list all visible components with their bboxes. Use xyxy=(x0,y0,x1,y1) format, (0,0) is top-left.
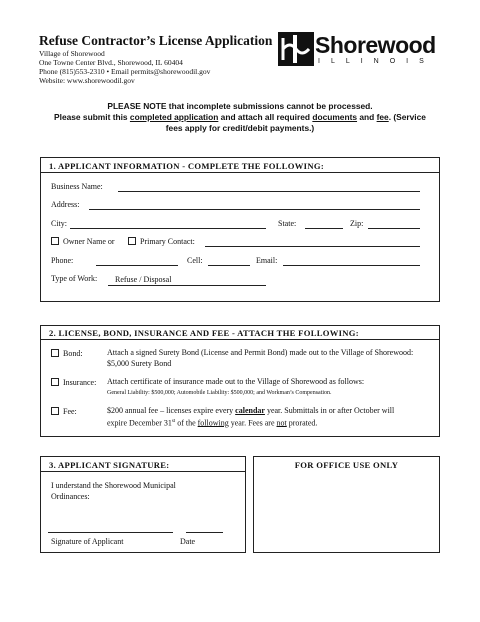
cell-field[interactable] xyxy=(208,265,250,266)
signature-label: Signature of Applicant xyxy=(51,537,124,546)
section-divider xyxy=(40,471,246,472)
primary-contact-option[interactable]: Primary Contact: xyxy=(128,237,195,246)
address-field[interactable] xyxy=(89,209,420,210)
cell-label: Cell: xyxy=(187,256,203,265)
zip-label: Zip: xyxy=(350,219,364,228)
address-label: Address: xyxy=(51,200,80,209)
bond-item[interactable]: Bond: xyxy=(51,349,83,358)
fee-text: $200 annual fee – licenses expire every calendar year. Submittals in or after October will expire December 31st of the following year. Fees are not prorated. xyxy=(107,406,395,428)
insurance-checkbox[interactable] xyxy=(51,378,59,386)
office-use-section xyxy=(253,456,440,553)
owner-checkbox[interactable] xyxy=(51,237,59,245)
address-line-2: One Towne Center Blvd., Shorewood, IL 60404 xyxy=(39,58,183,67)
address-line-1: Village of Shorewood xyxy=(39,49,105,58)
state-field[interactable] xyxy=(305,228,343,229)
ordinance-statement: I understand the Shorewood Municipal Ordinances: xyxy=(51,481,176,501)
signature-field[interactable] xyxy=(48,532,173,533)
primary-contact-checkbox[interactable] xyxy=(128,237,136,245)
section2-heading: 2. LICENSE, BOND, INSURANCE AND FEE - ATTACH THE FOLLOWING: xyxy=(49,328,359,338)
applicant-info-section xyxy=(40,157,440,302)
section1-heading: 1. APPLICANT INFORMATION - COMPLETE THE FOLLOWING: xyxy=(49,161,324,171)
date-label: Date xyxy=(180,537,196,546)
type-of-work-field[interactable] xyxy=(108,285,266,286)
shorewood-logo-icon xyxy=(278,32,314,66)
contact-name-field[interactable] xyxy=(205,246,420,247)
email-field[interactable] xyxy=(283,265,420,266)
business-name-label: Business Name: xyxy=(51,182,103,191)
bond-checkbox[interactable] xyxy=(51,349,59,357)
office-use-heading: FOR OFFICE USE ONLY xyxy=(294,460,399,470)
insurance-item[interactable]: Insurance: xyxy=(51,378,96,387)
date-field[interactable] xyxy=(186,532,223,533)
fee-checkbox[interactable] xyxy=(51,407,59,415)
logo-wordmark: Shorewood xyxy=(315,32,436,58)
type-of-work-value: Refuse / Disposal xyxy=(115,275,172,284)
fee-item[interactable]: Fee: xyxy=(51,407,77,416)
phone-field[interactable] xyxy=(96,265,178,266)
logo-state: ILLINOIS xyxy=(318,58,435,65)
section-divider xyxy=(40,172,440,173)
business-name-field[interactable] xyxy=(118,191,420,192)
notice-line-2: Please submit this completed application and attach all required documents and fee. (Service xyxy=(54,112,426,122)
state-label: State: xyxy=(278,219,297,228)
insurance-text: Attach certificate of insurance made out to the Village of Shorewood as follows: General Liability: $500,000; Automobile Liability: $500,000; and Workman’s Compensation. xyxy=(107,377,365,396)
zip-field[interactable] xyxy=(368,228,420,229)
city-label: City: xyxy=(51,219,68,228)
section-divider xyxy=(40,339,440,340)
phone-label: Phone: xyxy=(51,256,74,265)
address-line-4: Website: www.shorewoodil.gov xyxy=(39,76,135,85)
type-of-work-label: Type of Work: xyxy=(51,274,98,283)
section3-heading: 3. APPLICANT SIGNATURE: xyxy=(49,460,170,470)
notice-line-3: fees apply for credit/debit payments.) xyxy=(165,123,315,133)
notice-line-1: PLEASE NOTE that incomplete submissions cannot be processed. xyxy=(107,101,373,111)
email-label: Email: xyxy=(256,256,278,265)
owner-name-option[interactable]: Owner Name or xyxy=(51,237,115,246)
bond-text: Attach a signed Surety Bond (License and Permit Bond) made out to the Village of Shorewood: $5,000 Surety Bond xyxy=(107,348,414,368)
document-title: Refuse Contractor’s License Application xyxy=(39,33,273,48)
address-line-3: Phone (815)553-2310 • Email permits@shorewoodil.gov xyxy=(39,67,211,76)
city-field[interactable] xyxy=(70,228,266,229)
